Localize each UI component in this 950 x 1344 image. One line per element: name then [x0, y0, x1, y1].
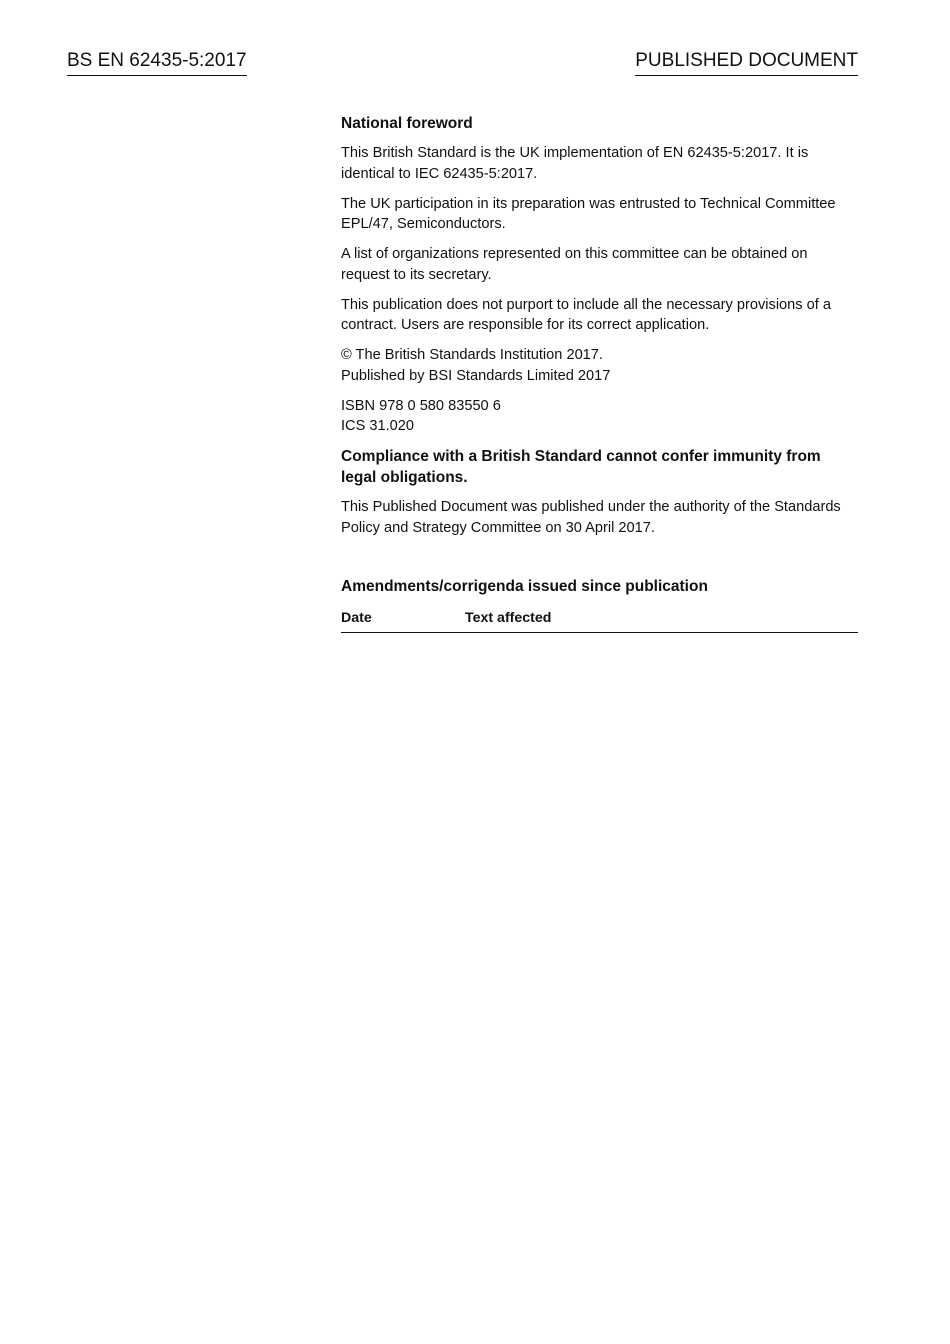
- standard-number: BS EN 62435-5:2017: [67, 48, 247, 76]
- identifiers-block: [341, 396, 858, 437]
- column-header-text-affected: Text affected: [465, 610, 552, 626]
- implementation-paragraph: This British Standard is the UK implementation of EN 62435-5:2017. It is identical to IEC 62435-5:2017.: [341, 145, 809, 182]
- provisions-paragraph: This publication does not purport to include all the necessary provisions of a contract. Users are responsible for its correct application.: [341, 296, 831, 333]
- publisher-line: Published by BSI Standards Limited 2017: [341, 367, 611, 384]
- foreword-heading: National foreword: [341, 115, 473, 132]
- committee-paragraph: The UK participation in its preparation was entrusted to Technical Committee EPL/47, Semiconductors.: [341, 195, 836, 232]
- copyright-line: © The British Standards Institution 2017.: [341, 347, 603, 363]
- compliance-statement: Compliance with a British Standard cannot confer immunity from legal obligations.: [341, 448, 821, 486]
- copyright-block: [341, 345, 858, 386]
- organizations-paragraph: A list of organizations represented on this committee can be obtained on request to its secretary.: [341, 246, 808, 283]
- page-header: [67, 48, 858, 78]
- authority-paragraph: This Published Document was published under the authority of the Standards Policy and Strategy Committee on 30 April 2017.: [341, 499, 841, 536]
- ics-code: ICS 31.020: [341, 418, 415, 434]
- national-foreword-section: [341, 113, 858, 633]
- document-type: PUBLISHED DOCUMENT: [635, 48, 858, 76]
- amendments-heading: Amendments/corrigenda issued since publication: [341, 578, 708, 595]
- isbn: ISBN 978 0 580 83550 6: [341, 397, 501, 414]
- column-header-date: Date: [341, 610, 372, 626]
- amendments-table: [341, 608, 858, 633]
